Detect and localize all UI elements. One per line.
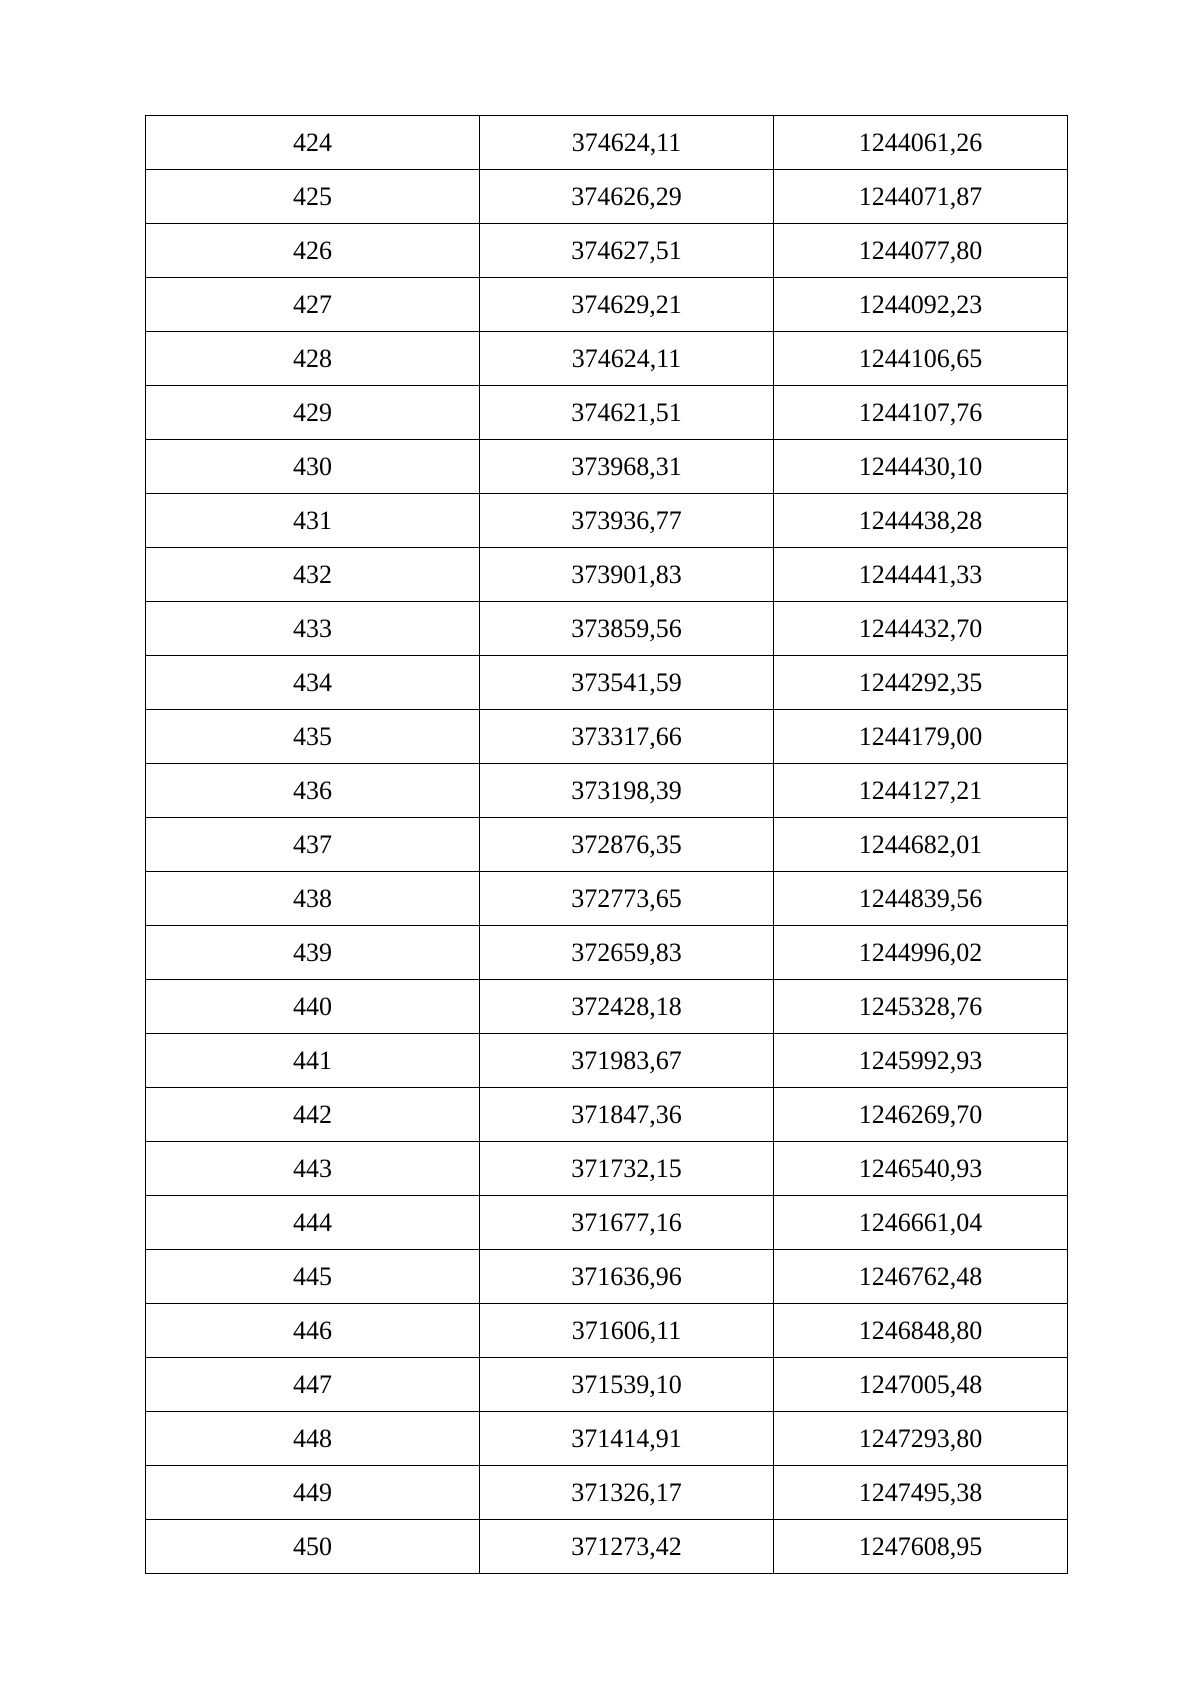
- x-coordinate-cell: 371847,36: [480, 1088, 774, 1142]
- point-number-cell: 449: [146, 1466, 480, 1520]
- point-number-cell: 446: [146, 1304, 480, 1358]
- table-row: [146, 1034, 1068, 1088]
- y-coordinate-cell: 1246762,48: [774, 1250, 1068, 1304]
- y-coordinate-cell: 1244438,28: [774, 494, 1068, 548]
- x-coordinate-cell: 373317,66: [480, 710, 774, 764]
- x-coordinate-cell: 371273,42: [480, 1520, 774, 1574]
- table-row: [146, 872, 1068, 926]
- table-row: [146, 710, 1068, 764]
- point-number-cell: 447: [146, 1358, 480, 1412]
- table-row: [146, 1520, 1068, 1574]
- x-coordinate-cell: 372428,18: [480, 980, 774, 1034]
- point-number-cell: 440: [146, 980, 480, 1034]
- table-row: [146, 1412, 1068, 1466]
- x-coordinate-cell: 373198,39: [480, 764, 774, 818]
- point-number-cell: 427: [146, 278, 480, 332]
- table-row: [146, 1304, 1068, 1358]
- y-coordinate-cell: 1244179,00: [774, 710, 1068, 764]
- table-row: [146, 1358, 1068, 1412]
- point-number-cell: 448: [146, 1412, 480, 1466]
- point-number-cell: 439: [146, 926, 480, 980]
- x-coordinate-cell: 373936,77: [480, 494, 774, 548]
- y-coordinate-cell: 1244432,70: [774, 602, 1068, 656]
- point-number-cell: 450: [146, 1520, 480, 1574]
- point-number-cell: 436: [146, 764, 480, 818]
- table-row: [146, 440, 1068, 494]
- x-coordinate-cell: 374629,21: [480, 278, 774, 332]
- x-coordinate-cell: 374621,51: [480, 386, 774, 440]
- x-coordinate-cell: 374624,11: [480, 332, 774, 386]
- x-coordinate-cell: 373901,83: [480, 548, 774, 602]
- table-row: [146, 386, 1068, 440]
- table-row: [146, 278, 1068, 332]
- table-row: [146, 548, 1068, 602]
- x-coordinate-cell: 374627,51: [480, 224, 774, 278]
- y-coordinate-cell: 1244127,21: [774, 764, 1068, 818]
- point-number-cell: 428: [146, 332, 480, 386]
- x-coordinate-cell: 371677,16: [480, 1196, 774, 1250]
- y-coordinate-cell: 1246269,70: [774, 1088, 1068, 1142]
- table-row: [146, 1250, 1068, 1304]
- table-row: [146, 332, 1068, 386]
- table-row: [146, 1142, 1068, 1196]
- x-coordinate-cell: 372773,65: [480, 872, 774, 926]
- table-row: [146, 602, 1068, 656]
- x-coordinate-cell: 373859,56: [480, 602, 774, 656]
- y-coordinate-cell: 1244839,56: [774, 872, 1068, 926]
- y-coordinate-cell: 1246661,04: [774, 1196, 1068, 1250]
- y-coordinate-cell: 1244061,26: [774, 116, 1068, 170]
- x-coordinate-cell: 371606,11: [480, 1304, 774, 1358]
- coordinates-table: [145, 115, 1068, 1574]
- x-coordinate-cell: 371636,96: [480, 1250, 774, 1304]
- point-number-cell: 430: [146, 440, 480, 494]
- table-row: [146, 980, 1068, 1034]
- y-coordinate-cell: 1244077,80: [774, 224, 1068, 278]
- point-number-cell: 438: [146, 872, 480, 926]
- point-number-cell: 443: [146, 1142, 480, 1196]
- y-coordinate-cell: 1247005,48: [774, 1358, 1068, 1412]
- table-row: [146, 818, 1068, 872]
- y-coordinate-cell: 1246540,93: [774, 1142, 1068, 1196]
- table-row: [146, 224, 1068, 278]
- x-coordinate-cell: 371539,10: [480, 1358, 774, 1412]
- x-coordinate-cell: 371983,67: [480, 1034, 774, 1088]
- table-row: [146, 116, 1068, 170]
- x-coordinate-cell: 374626,29: [480, 170, 774, 224]
- point-number-cell: 432: [146, 548, 480, 602]
- y-coordinate-cell: 1244106,65: [774, 332, 1068, 386]
- point-number-cell: 441: [146, 1034, 480, 1088]
- y-coordinate-cell: 1247495,38: [774, 1466, 1068, 1520]
- y-coordinate-cell: 1244441,33: [774, 548, 1068, 602]
- x-coordinate-cell: 373968,31: [480, 440, 774, 494]
- table-row: [146, 1196, 1068, 1250]
- point-number-cell: 425: [146, 170, 480, 224]
- point-number-cell: 429: [146, 386, 480, 440]
- x-coordinate-cell: 371414,91: [480, 1412, 774, 1466]
- point-number-cell: 431: [146, 494, 480, 548]
- coordinates-table-body: [146, 116, 1068, 1574]
- y-coordinate-cell: 1244092,23: [774, 278, 1068, 332]
- y-coordinate-cell: 1244107,76: [774, 386, 1068, 440]
- point-number-cell: 442: [146, 1088, 480, 1142]
- x-coordinate-cell: 374624,11: [480, 116, 774, 170]
- y-coordinate-cell: 1247608,95: [774, 1520, 1068, 1574]
- y-coordinate-cell: 1244292,35: [774, 656, 1068, 710]
- y-coordinate-cell: 1245328,76: [774, 980, 1068, 1034]
- y-coordinate-cell: 1244430,10: [774, 440, 1068, 494]
- point-number-cell: 433: [146, 602, 480, 656]
- x-coordinate-cell: 373541,59: [480, 656, 774, 710]
- x-coordinate-cell: 372659,83: [480, 926, 774, 980]
- table-row: [146, 656, 1068, 710]
- y-coordinate-cell: 1244071,87: [774, 170, 1068, 224]
- x-coordinate-cell: 371326,17: [480, 1466, 774, 1520]
- y-coordinate-cell: 1244682,01: [774, 818, 1068, 872]
- y-coordinate-cell: 1246848,80: [774, 1304, 1068, 1358]
- table-row: [146, 764, 1068, 818]
- table-row: [146, 1466, 1068, 1520]
- point-number-cell: 435: [146, 710, 480, 764]
- point-number-cell: 445: [146, 1250, 480, 1304]
- table-row: [146, 926, 1068, 980]
- y-coordinate-cell: 1245992,93: [774, 1034, 1068, 1088]
- point-number-cell: 437: [146, 818, 480, 872]
- x-coordinate-cell: 371732,15: [480, 1142, 774, 1196]
- table-row: [146, 494, 1068, 548]
- point-number-cell: 434: [146, 656, 480, 710]
- point-number-cell: 426: [146, 224, 480, 278]
- y-coordinate-cell: 1244996,02: [774, 926, 1068, 980]
- table-row: [146, 1088, 1068, 1142]
- point-number-cell: 424: [146, 116, 480, 170]
- y-coordinate-cell: 1247293,80: [774, 1412, 1068, 1466]
- x-coordinate-cell: 372876,35: [480, 818, 774, 872]
- point-number-cell: 444: [146, 1196, 480, 1250]
- table-row: [146, 170, 1068, 224]
